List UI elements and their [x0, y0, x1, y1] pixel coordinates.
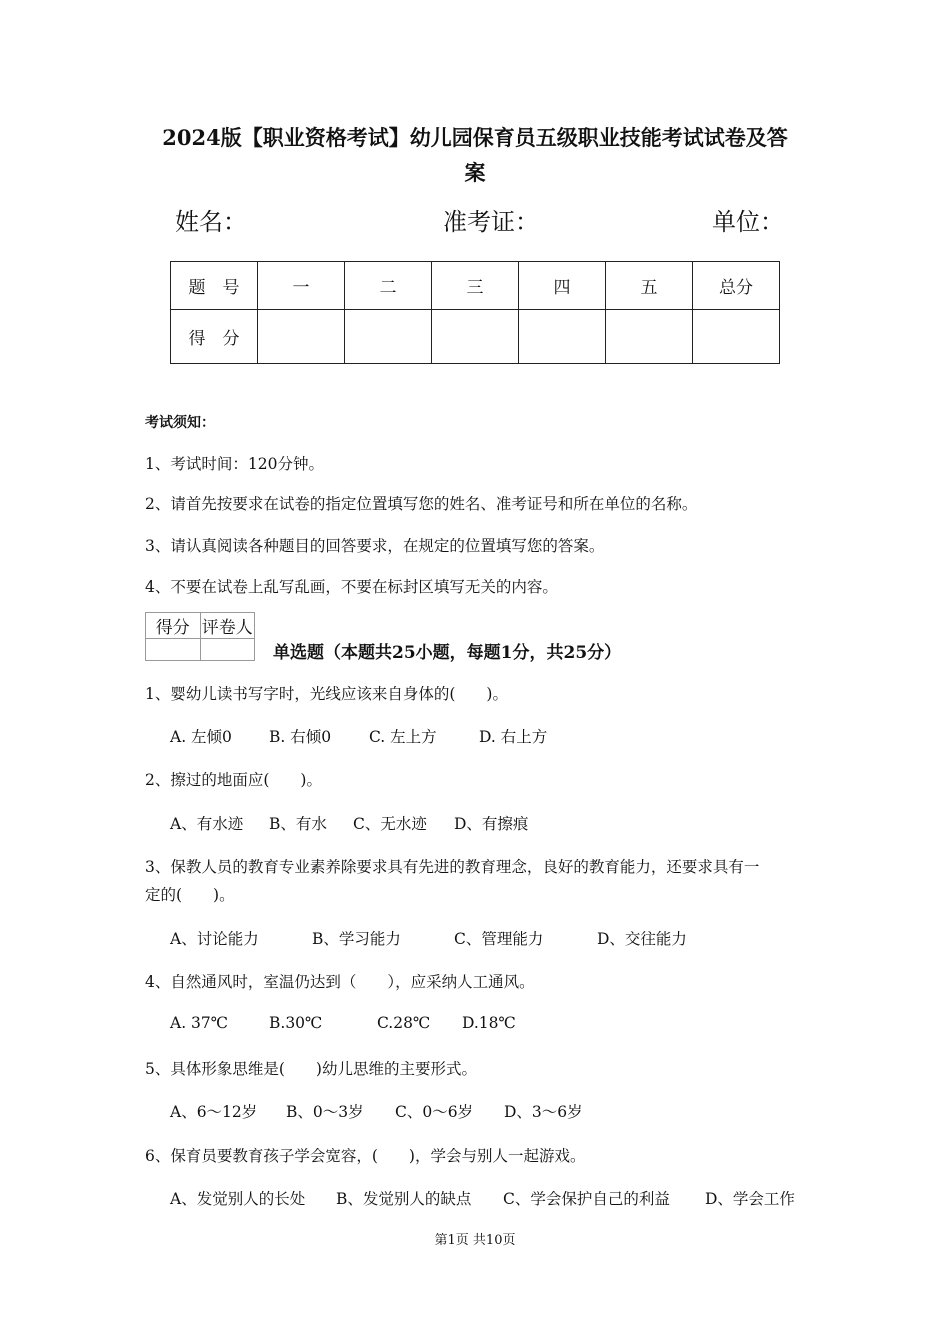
option[interactable]: C、无水迹: [353, 815, 427, 833]
question-stem: 6、保育员要教育孩子学会宽容，( )，学会与别人一起游戏。: [145, 1147, 586, 1165]
option[interactable]: D、交往能力: [597, 930, 687, 948]
question-stem: 5、具体形象思维是( )幼儿思维的主要形式。: [145, 1060, 477, 1078]
score-cell[interactable]: [693, 310, 780, 364]
option[interactable]: A. 左倾0: [170, 728, 232, 746]
score-cell[interactable]: [432, 310, 519, 364]
question-options: [170, 1014, 516, 1032]
option[interactable]: B、有水: [269, 815, 327, 833]
option[interactable]: A、6～12岁: [170, 1103, 258, 1121]
score-cell[interactable]: [345, 310, 432, 364]
grader-box: [145, 612, 255, 661]
score-table-score-row: [171, 310, 780, 364]
score-table-header-row: [171, 262, 780, 310]
score-cell[interactable]: [606, 310, 693, 364]
option[interactable]: D. 右上方: [479, 728, 548, 746]
option[interactable]: D、有擦痕: [454, 815, 529, 833]
option[interactable]: D、学会工作: [705, 1190, 795, 1208]
question-options: [170, 812, 528, 834]
grader-name-label: 评卷人: [200, 613, 255, 639]
option[interactable]: C、学会保护自己的利益: [503, 1190, 670, 1208]
option[interactable]: A. 37℃: [170, 1014, 229, 1032]
score-row-label: 得 分: [171, 310, 258, 364]
grader-score-cell[interactable]: [146, 639, 201, 661]
question-stem-line1: 3、保教人员的教育专业素养除要求具有先进的教育理念，良好的教育能力，还要求具有一: [145, 858, 760, 876]
option[interactable]: B、发觉别人的缺点: [336, 1190, 472, 1208]
question-stem-line2: 定的( )。: [145, 886, 235, 904]
score-header-cell: 一: [258, 262, 345, 310]
question-options: [170, 1100, 583, 1122]
option[interactable]: C. 左上方: [369, 728, 437, 746]
option[interactable]: B. 右倾0: [269, 728, 332, 746]
document-title-line2: 案: [464, 160, 486, 185]
score-header-cell: 总分: [693, 262, 780, 310]
section-title: 单选题（本题共25小题，每题1分，共25分）: [273, 643, 622, 663]
question-options: [170, 725, 547, 747]
grader-name-cell[interactable]: [200, 639, 255, 661]
score-header-cell: 四: [519, 262, 606, 310]
option[interactable]: B、0～3岁: [286, 1103, 364, 1121]
document-title-line1: 2024版【职业资格考试】幼儿园保育员五级职业技能考试试卷及答: [162, 125, 788, 150]
score-cell[interactable]: [258, 310, 345, 364]
question-stem: 1、婴幼儿读书写字时，光线应该来自身体的( )。: [145, 685, 508, 703]
notice-item: 2、请首先按要求在试卷的指定位置填写您的姓名、准考证号和所在单位的名称。: [145, 495, 698, 513]
score-header-cell: 五: [606, 262, 693, 310]
unit-label: 单位：: [712, 208, 784, 236]
notice-heading: 考试须知：: [145, 415, 215, 431]
score-cell[interactable]: [519, 310, 606, 364]
notice-item: 1、考试时间：120分钟。: [145, 455, 324, 473]
page-footer: 第1页 共10页: [434, 1233, 516, 1248]
grader-score-label: 得分: [146, 613, 201, 639]
notice-item: 4、不要在试卷上乱写乱画，不要在标封区填写无关的内容。: [145, 578, 558, 596]
option[interactable]: B.30℃: [269, 1014, 323, 1032]
option[interactable]: B、学习能力: [312, 930, 401, 948]
name-label: 姓名：: [175, 208, 247, 236]
option[interactable]: A、发觉别人的长处: [170, 1190, 306, 1208]
option[interactable]: D、3～6岁: [504, 1103, 583, 1121]
score-header-cell: 三: [432, 262, 519, 310]
question-stem: 2、擦过的地面应( )。: [145, 771, 322, 789]
option[interactable]: C、0～6岁: [395, 1103, 474, 1121]
question-stem: 4、自然通风时，室温仍达到（ ），应采纳人工通风。: [145, 973, 535, 991]
score-header-cell: 二: [345, 262, 432, 310]
option[interactable]: A、有水迹: [170, 815, 244, 833]
option[interactable]: A、讨论能力: [170, 930, 259, 948]
notice-item: 3、请认真阅读各种题目的回答要求，在规定的位置填写您的答案。: [145, 537, 605, 555]
option[interactable]: D.18℃: [462, 1014, 516, 1032]
option[interactable]: C.28℃: [377, 1014, 431, 1032]
question-options: [170, 927, 687, 949]
question-options: [170, 1187, 795, 1209]
score-table: [170, 261, 780, 364]
option[interactable]: C、管理能力: [454, 930, 544, 948]
score-header-cell: 题 号: [171, 262, 258, 310]
exam-number-label: 准考证：: [443, 208, 539, 236]
